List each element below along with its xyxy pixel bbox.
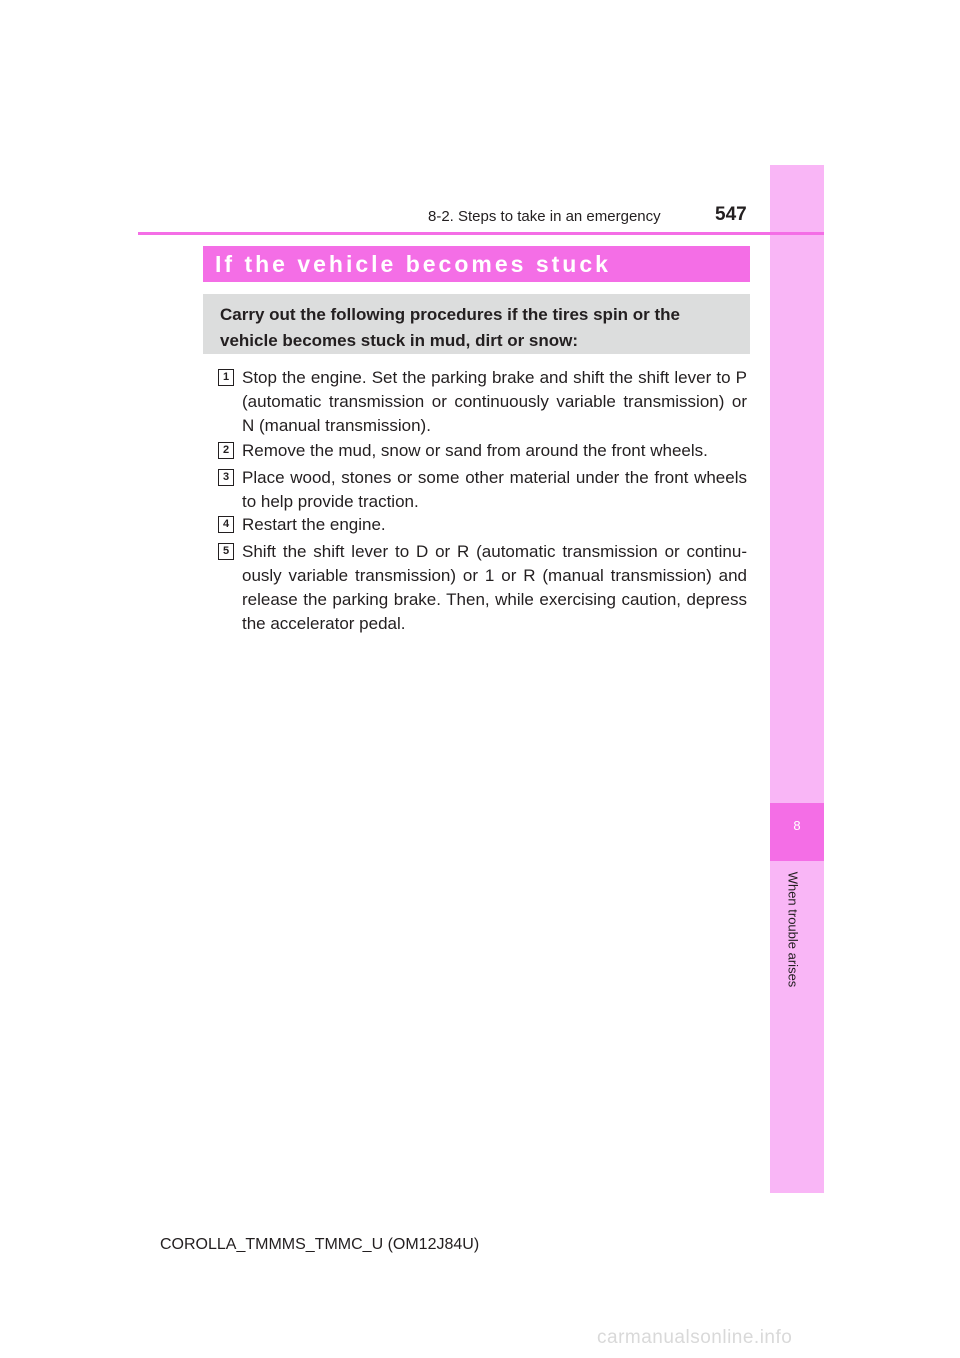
- page-title: If the vehicle becomes stuck: [215, 251, 611, 277]
- intro-box: [203, 294, 750, 354]
- chapter-label: When trouble arises: [785, 871, 801, 988]
- step-number: 4: [218, 516, 234, 533]
- chapter-number: 8: [793, 818, 801, 833]
- step-number: 3: [218, 469, 234, 486]
- chapter-side-tab: [770, 165, 824, 1193]
- page-number: 547: [715, 204, 747, 225]
- title-bar: [203, 246, 750, 282]
- header-rule: [138, 232, 824, 235]
- section-title: 8-2. Steps to take in an emergency: [428, 208, 661, 225]
- step-text: Restart the engine.: [242, 515, 386, 534]
- step-number: 2: [218, 442, 234, 459]
- step-number: 1: [218, 369, 234, 386]
- step-text: Shift the shift lever to D or R (automatic transmission or continu-ously variable transmission) or 1 or R (manual transmission) and release the parking brake. Then, while exercising caution, depress the accelerator pedal.: [242, 542, 747, 633]
- watermark: carmanualsonline.info: [597, 1327, 793, 1348]
- step-number: 5: [218, 543, 234, 560]
- intro-text: Carry out the following procedures if the tires spin or the vehicle becomes stuck in mud, dirt or snow:: [220, 305, 680, 350]
- footer-model-code: COROLLA_TMMMS_TMMC_U (OM12J84U): [160, 1236, 480, 1253]
- step-text: Stop the engine. Set the parking brake and shift the shift lever to P (automatic transmission or continuously variable transmission) or N (manual transmission).: [242, 368, 747, 435]
- step-text: Remove the mud, snow or sand from around the front wheels.: [242, 441, 708, 460]
- step-text: Place wood, stones or some other material under the front wheels to help provide traction.: [242, 468, 747, 511]
